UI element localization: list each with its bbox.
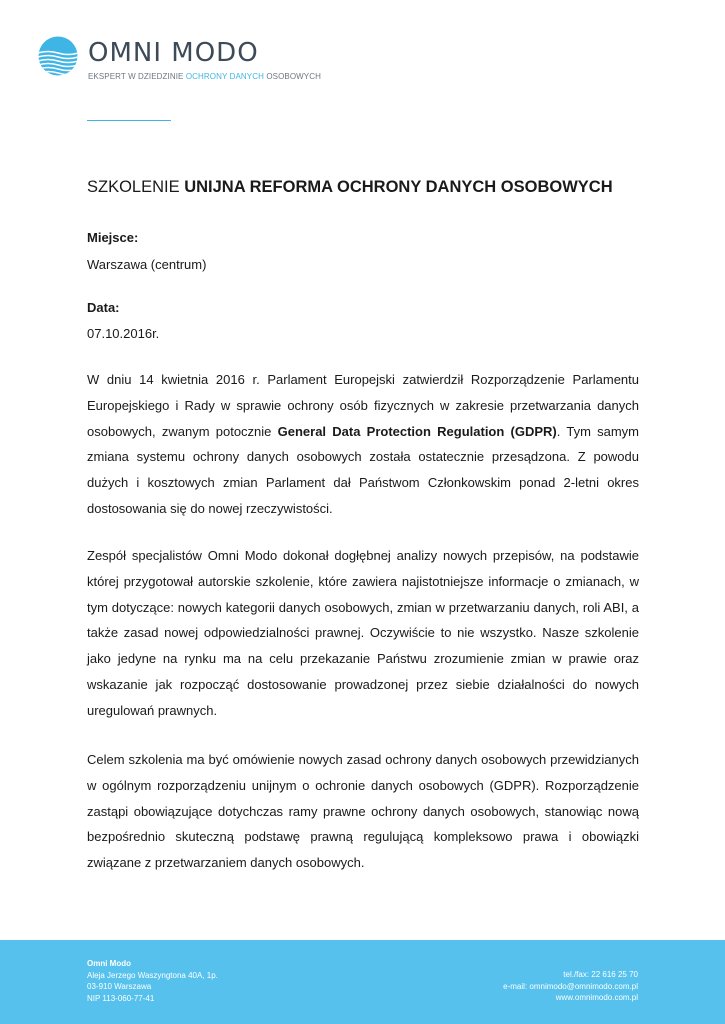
footer-address-line: Aleja Jerzego Waszyngtona 40A, 1p. — [87, 970, 218, 980]
footer-nip: NIP 113-060-77-41 — [87, 993, 155, 1003]
title-prefix: SZKOLENIE — [87, 178, 180, 196]
paragraph-text: . Tym samym zmiana systemu ochrony danych osobowych została ostatecznie przesądzona. Z powodu dużych i kosztowych zmian Parlament dał Państwom Członkowskim ponad 2-letni okres dostosowania się do nowej rzeczywistości. — [87, 423, 639, 516]
page-footer — [0, 940, 725, 1024]
place-label: Miejsce: — [87, 230, 139, 245]
paragraph-intro — [87, 367, 639, 522]
paragraph-team: Zespół specjalistów Omni Modo dokonał dogłębnej analizy nowych przepisów, na podstawie której przygotował autorskie szkolenie, które zawiera najistotniejsze informacje o zmianach, w tym dotyczące: nowych kategorii danych osobowych, zmian w przetwarzaniu danych, roli ABI, a także zasad nowej odpowiedzialności prawnej. Oczywiście to nie wszystko. Nasze szkolenie jako jedyne na rynku ma na celu przekazanie Państwu zrozumienie zmian w prawie oraz wskazanie jak rozpocząć dostosowanie prowadzonej przez siebie działalności do nowych uregulowań prawnych. — [87, 548, 639, 718]
logo-wave-icon — [38, 36, 78, 76]
tagline-highlight: OCHRONY DANYCH — [185, 72, 264, 81]
title-main: UNIJNA REFORMA OCHRONY DANYCH OSOBOWYCH — [184, 178, 613, 196]
footer-website[interactable]: www.omnimodo.com.pl — [555, 993, 638, 1002]
footer-contact — [503, 969, 638, 1004]
footer-company: Omni Modo — [87, 959, 131, 968]
tagline-part: OSOBOWYCH — [266, 72, 321, 81]
paragraph-text: W dniu 14 kwietnia 2016 r. Parlament Europejski zatwierdził Rozporządzenie Parlamentu Europejskiego i Rady w sprawie ochrony osób fizycznych w zakresie przetwarzania danych osobowych, zwanym potocznie — [87, 372, 639, 439]
date-label: Data: — [87, 300, 120, 315]
footer-address-line: 03-910 Warszawa — [87, 982, 152, 991]
page-title — [87, 178, 613, 197]
footer-email[interactable]: e-mail: omnimodo@omnimodo.com.pl — [503, 981, 638, 991]
tagline-part: EKSPERT W DZIEDZINIE — [88, 72, 184, 81]
paragraph-goal: Celem szkolenia ma być omówienie nowych zasad ochrony danych osobowych przewidzianych w ogólnym rozporządzeniu unijnym o ochronie danych osobowych (GDPR). Rozporządzenie zastąpi obowiązujące dotychczas ramy prawne ochrony danych osobowych, stanowiąc nową bezpośrednio skuteczną podstawę prawną regulującą kompleksowo prawa i obowiązki związane z przetwarzaniem danych osobowych. — [87, 752, 639, 871]
logo-name: OMNI MODO — [88, 38, 259, 68]
place-value: Warszawa (centrum) — [87, 257, 207, 272]
gdpr-emphasis: General Data Protection Regulation (GDPR) — [277, 423, 557, 439]
footer-phone: tel./fax: 22 616 25 70 — [563, 970, 638, 979]
logo-tagline — [88, 72, 321, 81]
footer-address — [87, 958, 218, 1004]
accent-divider — [87, 120, 171, 121]
company-logo — [38, 36, 321, 82]
date-value: 07.10.2016r. — [87, 326, 160, 341]
